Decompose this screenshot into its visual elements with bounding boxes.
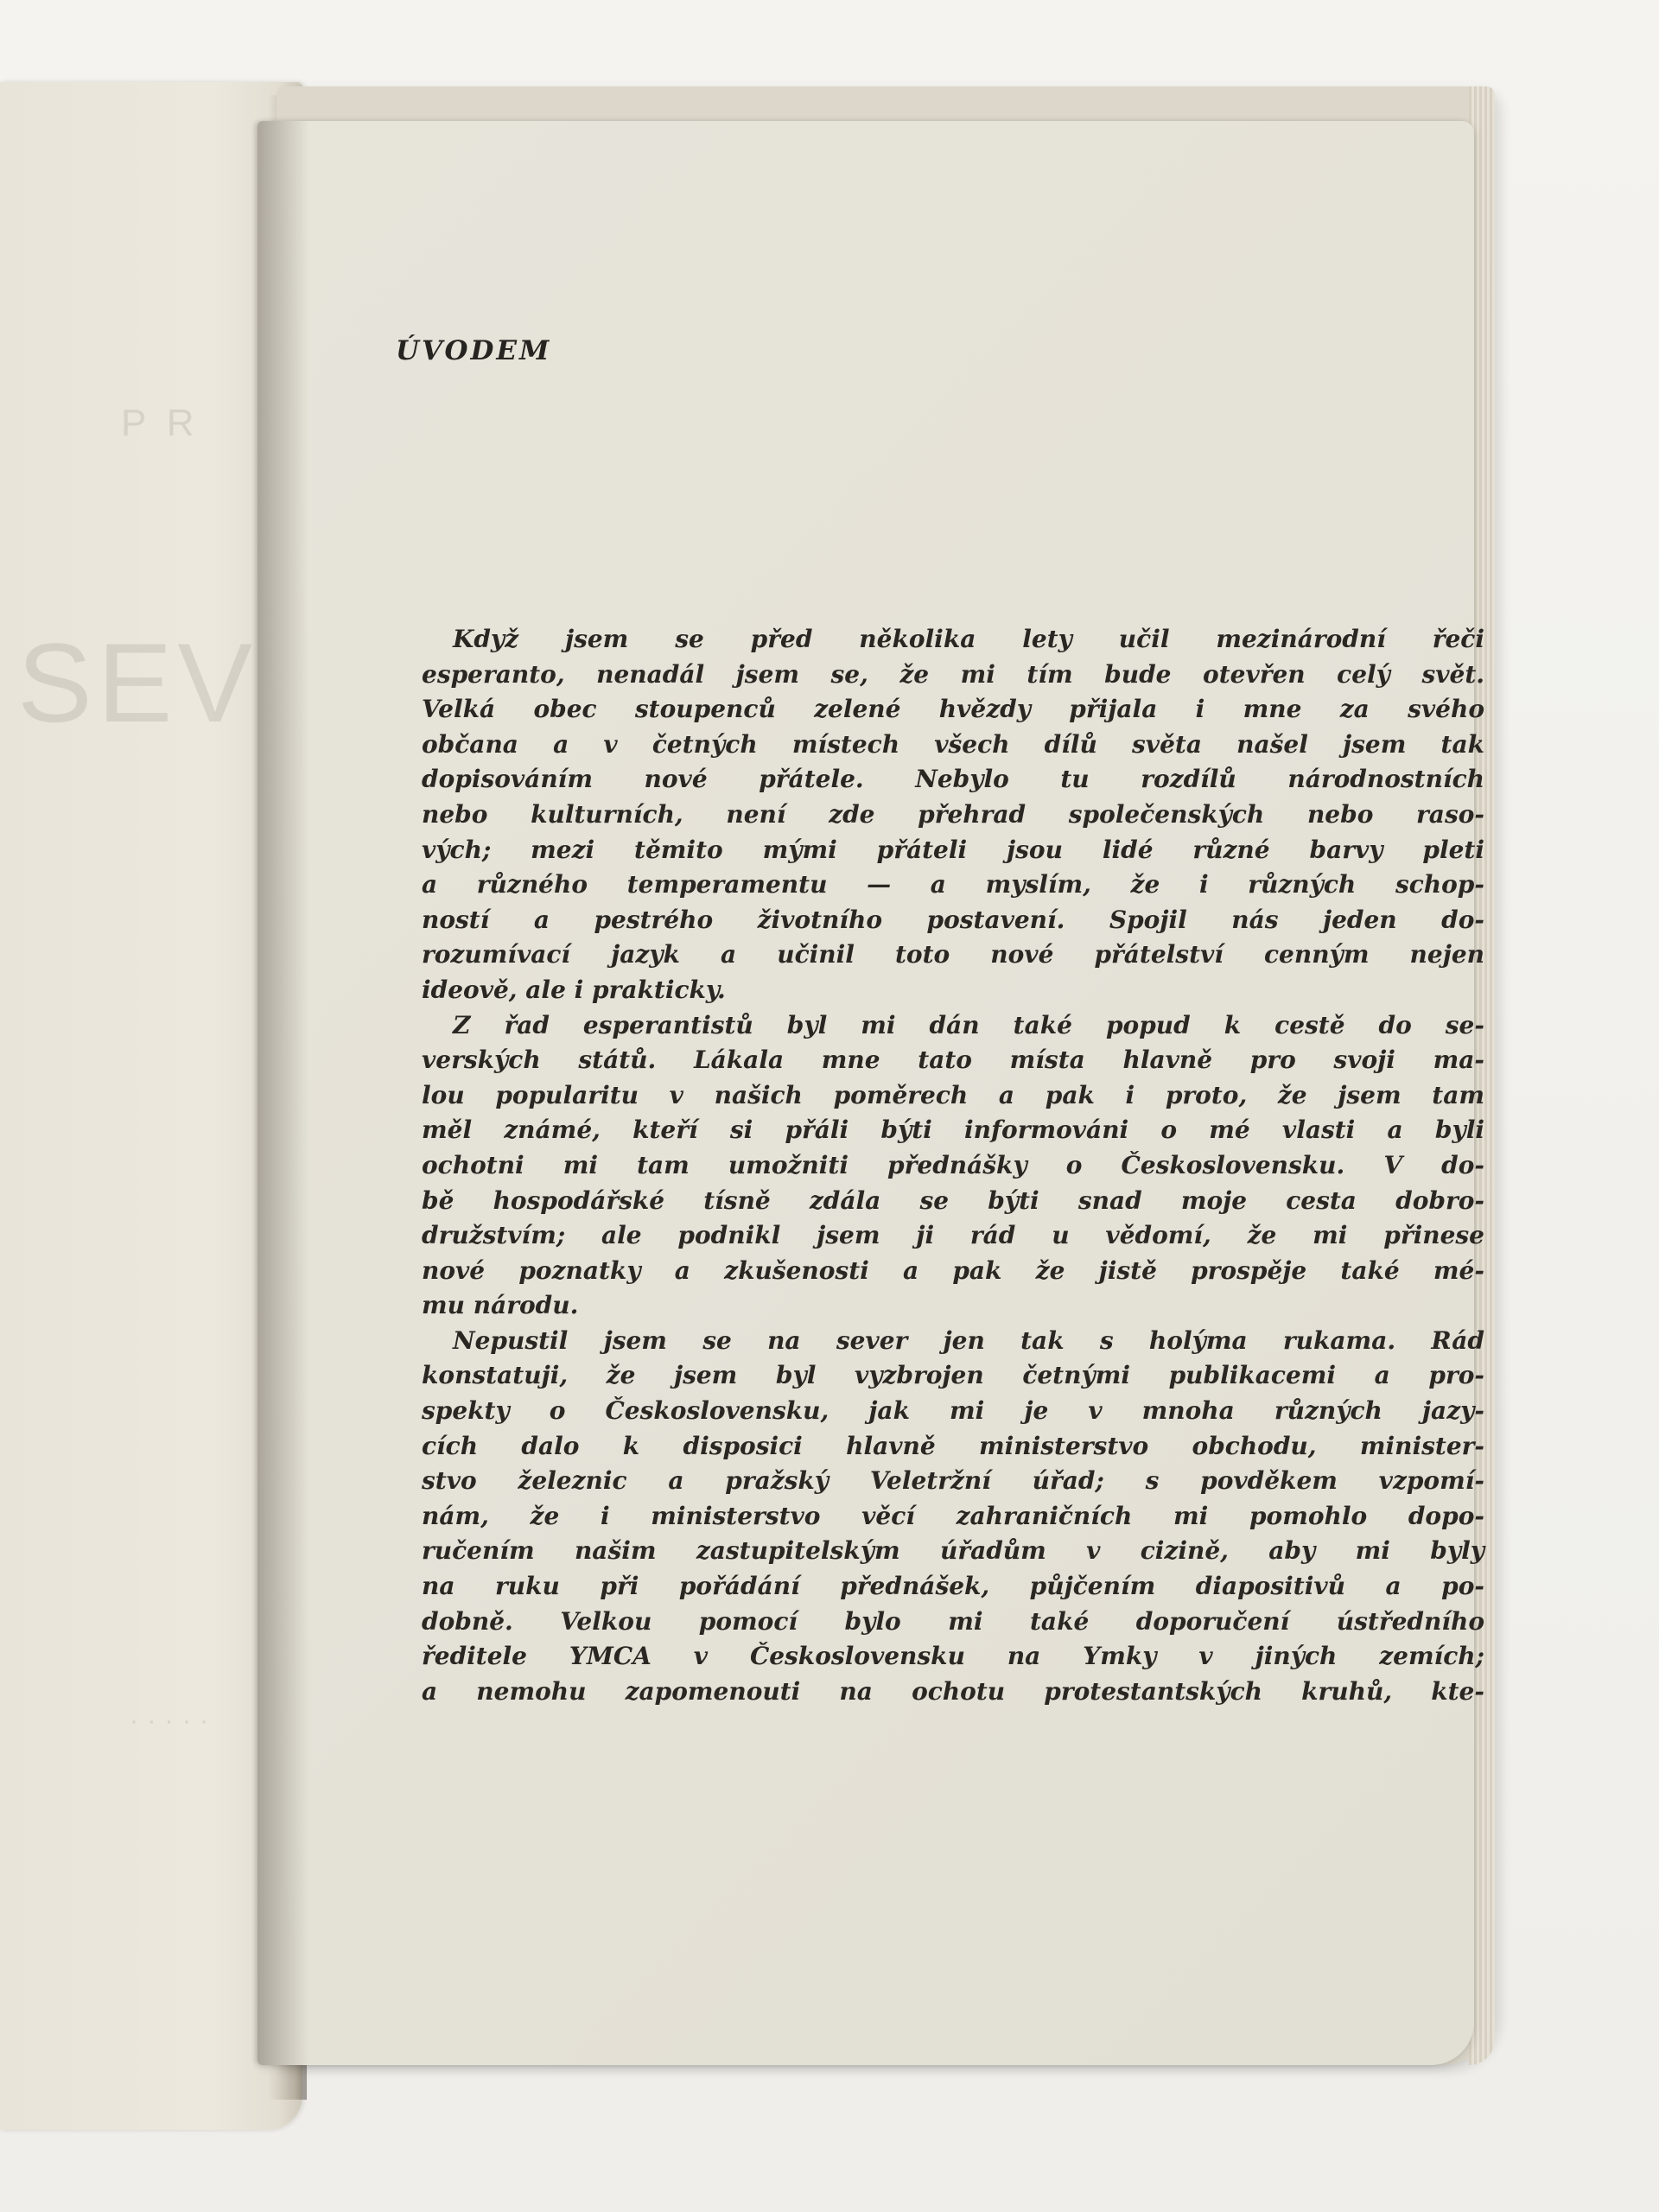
text-line: vých; mezi těmito mými přáteli jsou lidé různé barvy pleti (422, 835, 1484, 864)
text-line: družstvím; ale podnikl jsem ji rád u vědomí, že mi přinese (422, 1221, 1484, 1250)
left-page-bleed-through: P R (121, 402, 200, 444)
text-line: spekty o Československu, jak mi je v mnoha různých jazy- (422, 1396, 1484, 1426)
text-line: Velká obec stoupenců zelené hvězdy přijala i mne za svého (422, 695, 1484, 724)
text-line: bě hospodářské tísně zdála se býti snad moje cesta dobro- (422, 1185, 1484, 1215)
text-line: nové poznatky a zkušenosti a pak že jistě prospěje také mé- (422, 1255, 1484, 1285)
left-page-bleed-through: · · · · · (130, 1707, 210, 1735)
text-line: lou popularitu v našich poměrech a pak i proto, že jsem tam (422, 1080, 1484, 1109)
right-page (257, 121, 1484, 2065)
text-line: mu národu. (422, 1291, 579, 1320)
text-line: měl známé, kteří si přáli býti informováni o mé vlasti a byli (422, 1116, 1484, 1145)
chapter-heading: ÚVODEM (396, 335, 552, 366)
text-line: ností a pestrého životního postavení. Spojil nás jeden do- (422, 905, 1484, 934)
text-line: cích dalo k disposici hlavně ministerstvo obchodu, minister- (422, 1431, 1484, 1460)
text-line: dobně. Velkou pomocí bylo mi také doporučení ústředního (422, 1606, 1484, 1636)
text-line: esperanto, nenadál jsem se, že mi tím bude otevřen celý svět. (422, 659, 1484, 689)
text-line: na ruku při pořádání přednášek, půjčením diapositivů a po- (422, 1572, 1484, 1601)
text-line: stvo železnic a pražský Veletržní úřad; s povděkem vzpomí- (422, 1466, 1484, 1496)
text-line: ochotni mi tam umožniti přednášky o Československu. V do- (422, 1150, 1484, 1179)
text-line: ideově, ale i prakticky. (422, 975, 726, 1004)
text-line: verských států. Lákala mne tato místa hlavně pro svoji ma- (422, 1046, 1484, 1075)
text-line: ručením našim zastupitelským úřadům v cizině, aby mi byly (422, 1536, 1484, 1566)
text-line: a nemohu zapomenouti na ochotu protestantských kruhů, kte- (422, 1676, 1484, 1706)
text-line: a různého temperamentu — a myslím, že i různých schop- (422, 870, 1484, 899)
text-line: nebo kulturních, není zde přehrad společenských nebo raso- (422, 799, 1484, 829)
text-line: rozumívací jazyk a učinil toto nové přátelství cenným nejen (422, 940, 1484, 969)
text-line: nám, že i ministerstvo věcí zahraničních mi pomohlo dopo- (422, 1501, 1484, 1530)
left-page-bleed-through: SEV (17, 620, 258, 746)
text-line: občana a v četných místech všech dílů světa našel jsem tak (422, 729, 1484, 759)
chapter-body (422, 622, 1484, 1709)
text-line: Z řad esperantistů byl mi dán také popud k cestě do se- (453, 1010, 1484, 1039)
text-line: Nepustil jsem se na sever jen tak s holýma rukama. Rád (453, 1325, 1484, 1355)
gutter-shadow (257, 121, 309, 2065)
text-line: Když jsem se před několika lety učil mezinárodní řeči (453, 625, 1484, 653)
text-line: ředitele YMCA v Československu na Ymky v jiných zemích; (422, 1642, 1484, 1671)
text-line: dopisováním nové přátele. Nebylo tu rozdílů národnostních (422, 765, 1484, 794)
text-line: konstatuji, že jsem byl vyzbrojen četnými publikacemi a pro- (422, 1361, 1484, 1390)
